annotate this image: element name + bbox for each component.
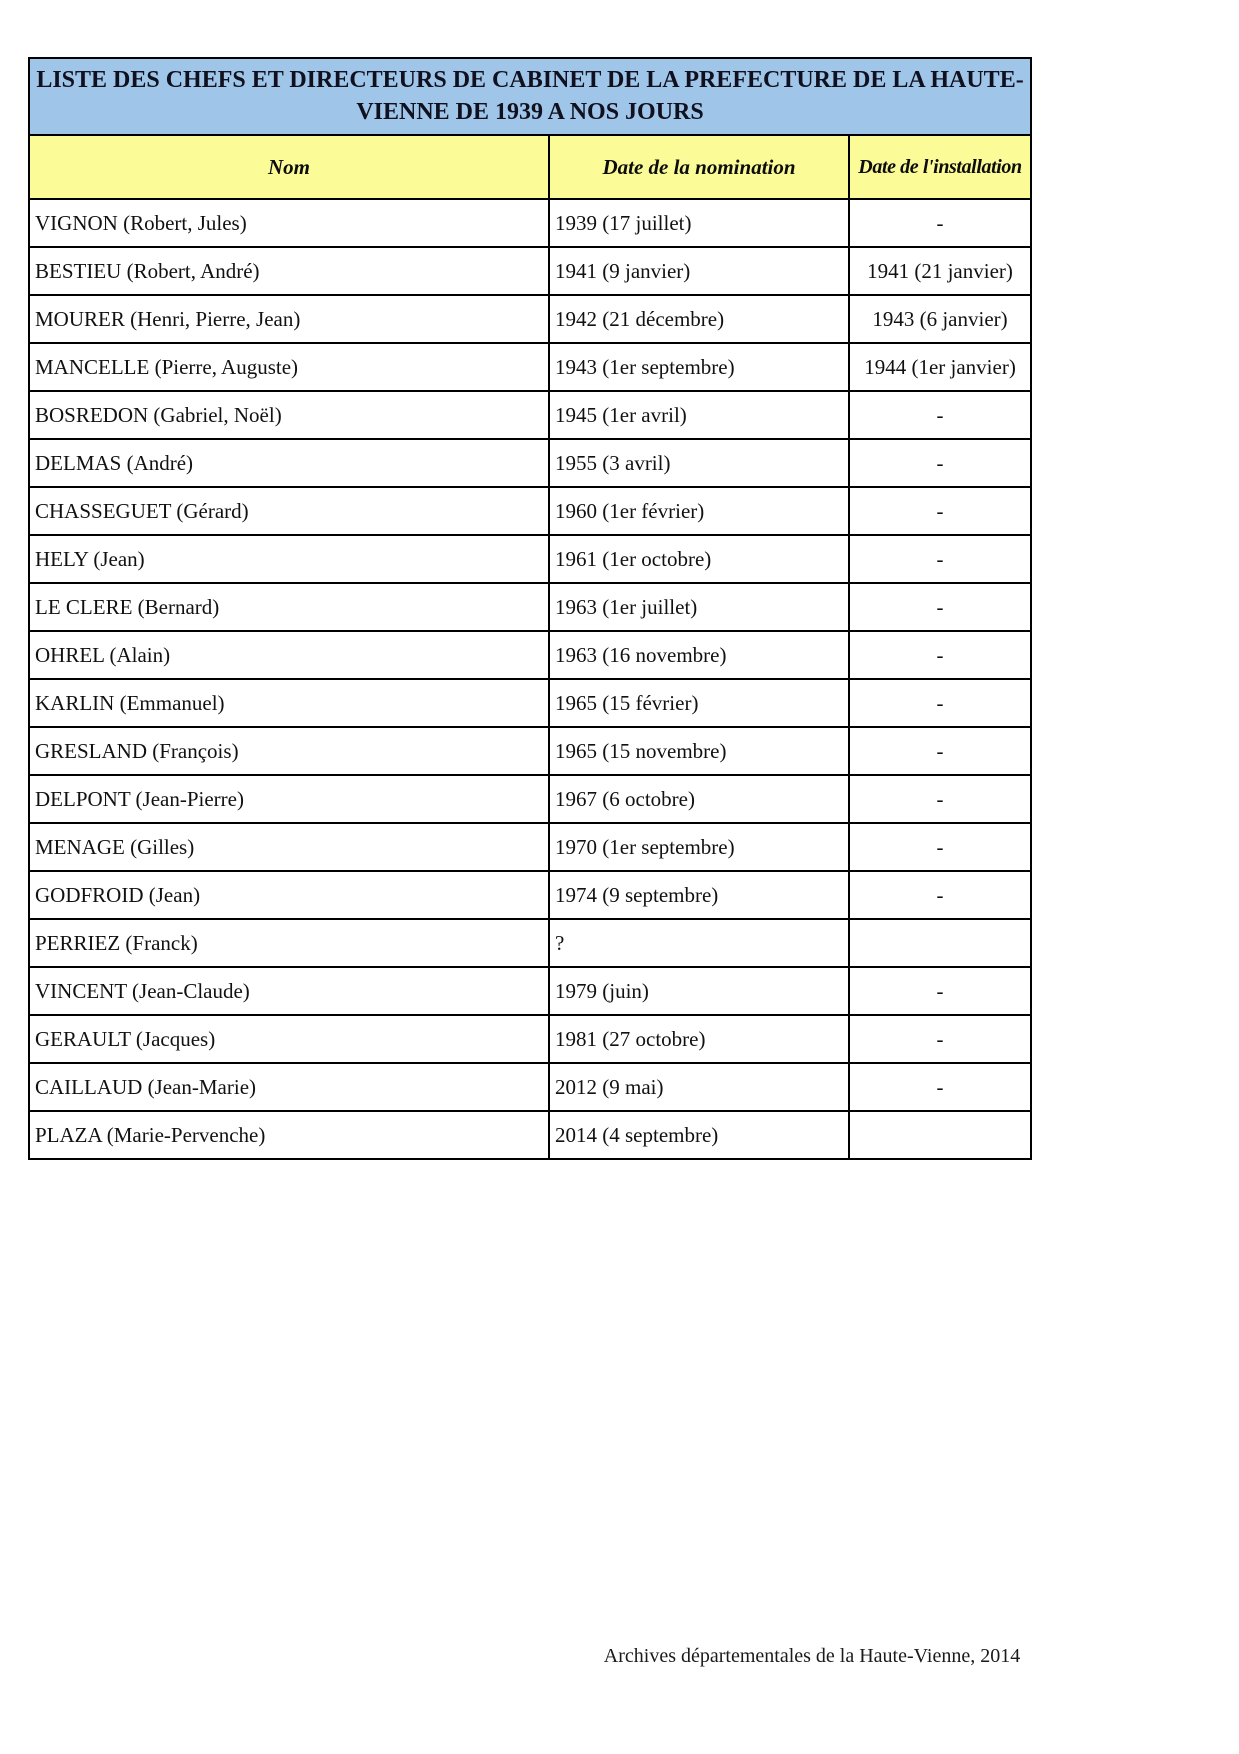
cell-nom: CAILLAUD (Jean-Marie) bbox=[29, 1063, 549, 1111]
cell-installation: - bbox=[849, 1063, 1031, 1111]
cell-nom: MENAGE (Gilles) bbox=[29, 823, 549, 871]
cell-installation: - bbox=[849, 679, 1031, 727]
cell-installation: - bbox=[849, 199, 1031, 247]
cell-nom: BESTIEU (Robert, André) bbox=[29, 247, 549, 295]
cell-nom: PERRIEZ (Franck) bbox=[29, 919, 549, 967]
cell-installation: 1944 (1er janvier) bbox=[849, 343, 1031, 391]
cell-nomination: 1965 (15 février) bbox=[549, 679, 849, 727]
table-row bbox=[29, 487, 1031, 535]
table-row bbox=[29, 871, 1031, 919]
cell-installation: - bbox=[849, 583, 1031, 631]
cell-nom: PLAZA (Marie-Pervenche) bbox=[29, 1111, 549, 1159]
table-title-row bbox=[29, 58, 1031, 135]
table-row bbox=[29, 295, 1031, 343]
cell-installation: - bbox=[849, 631, 1031, 679]
table-row bbox=[29, 199, 1031, 247]
cell-nom: HELY (Jean) bbox=[29, 535, 549, 583]
table-row bbox=[29, 919, 1031, 967]
cell-nomination: 2014 (4 septembre) bbox=[549, 1111, 849, 1159]
cell-nom: KARLIN (Emmanuel) bbox=[29, 679, 549, 727]
column-header-nom: Nom bbox=[29, 135, 549, 199]
column-header-row bbox=[29, 135, 1031, 199]
table-row bbox=[29, 775, 1031, 823]
column-header-installation: Date de l'installation bbox=[849, 135, 1031, 199]
cell-nom: GERAULT (Jacques) bbox=[29, 1015, 549, 1063]
cell-installation bbox=[849, 919, 1031, 967]
cell-nom: VIGNON (Robert, Jules) bbox=[29, 199, 549, 247]
cell-installation: - bbox=[849, 439, 1031, 487]
cell-installation: - bbox=[849, 535, 1031, 583]
cell-nomination: 1965 (15 novembre) bbox=[549, 727, 849, 775]
cell-nomination: 1943 (1er septembre) bbox=[549, 343, 849, 391]
cell-nomination: 1941 (9 janvier) bbox=[549, 247, 849, 295]
table-row bbox=[29, 1063, 1031, 1111]
table-row bbox=[29, 535, 1031, 583]
cell-installation: - bbox=[849, 487, 1031, 535]
cell-installation: - bbox=[849, 1015, 1031, 1063]
cell-nomination: 1963 (16 novembre) bbox=[549, 631, 849, 679]
cell-installation: - bbox=[849, 391, 1031, 439]
cell-nom: GRESLAND (François) bbox=[29, 727, 549, 775]
cell-nom: DELPONT (Jean-Pierre) bbox=[29, 775, 549, 823]
table-row bbox=[29, 439, 1031, 487]
cell-installation: - bbox=[849, 823, 1031, 871]
table-title bbox=[29, 58, 1031, 135]
table-row bbox=[29, 391, 1031, 439]
table-title-line-1: LISTE DES CHEFS ET DIRECTEURS DE CABINET DE LA PREFECTURE DE LA HAUTE- bbox=[36, 67, 1024, 94]
table-row bbox=[29, 1111, 1031, 1159]
cell-nomination: 1974 (9 septembre) bbox=[549, 871, 849, 919]
cell-installation: 1943 (6 janvier) bbox=[849, 295, 1031, 343]
table-row bbox=[29, 1015, 1031, 1063]
cell-nomination: ? bbox=[549, 919, 849, 967]
table-row bbox=[29, 967, 1031, 1015]
cell-nomination: 1961 (1er octobre) bbox=[549, 535, 849, 583]
cell-nomination: 1939 (17 juillet) bbox=[549, 199, 849, 247]
table-row bbox=[29, 823, 1031, 871]
cell-nom: LE CLERE (Bernard) bbox=[29, 583, 549, 631]
cell-installation: - bbox=[849, 727, 1031, 775]
cell-nom: VINCENT (Jean-Claude) bbox=[29, 967, 549, 1015]
cell-nom: CHASSEGUET (Gérard) bbox=[29, 487, 549, 535]
cell-nomination: 1979 (juin) bbox=[549, 967, 849, 1015]
cell-nomination: 2012 (9 mai) bbox=[549, 1063, 849, 1111]
table-title-line-2: VIENNE DE 1939 A NOS JOURS bbox=[356, 98, 704, 125]
cell-nomination: 1970 (1er septembre) bbox=[549, 823, 849, 871]
cell-installation bbox=[849, 1111, 1031, 1159]
cabinet-directors-table bbox=[28, 57, 1032, 1160]
column-header-nomination: Date de la nomination bbox=[549, 135, 849, 199]
cell-installation: - bbox=[849, 871, 1031, 919]
archive-credit: Archives départementales de la Haute-Vienne, 2014 bbox=[603, 1645, 1021, 1667]
table-row bbox=[29, 727, 1031, 775]
table-row bbox=[29, 247, 1031, 295]
cell-nomination: 1967 (6 octobre) bbox=[549, 775, 849, 823]
cell-nom: MANCELLE (Pierre, Auguste) bbox=[29, 343, 549, 391]
cell-nomination: 1955 (3 avril) bbox=[549, 439, 849, 487]
cell-nom: MOURER (Henri, Pierre, Jean) bbox=[29, 295, 549, 343]
cell-nomination: 1963 (1er juillet) bbox=[549, 583, 849, 631]
table-row bbox=[29, 343, 1031, 391]
table-row bbox=[29, 679, 1031, 727]
cell-nomination: 1981 (27 octobre) bbox=[549, 1015, 849, 1063]
cell-nom: GODFROID (Jean) bbox=[29, 871, 549, 919]
cell-nomination: 1945 (1er avril) bbox=[549, 391, 849, 439]
cell-nom: DELMAS (André) bbox=[29, 439, 549, 487]
cell-nomination: 1942 (21 décembre) bbox=[549, 295, 849, 343]
cell-installation: - bbox=[849, 775, 1031, 823]
cell-installation: 1941 (21 janvier) bbox=[849, 247, 1031, 295]
cell-installation: - bbox=[849, 967, 1031, 1015]
table-row bbox=[29, 631, 1031, 679]
cell-nom: OHREL (Alain) bbox=[29, 631, 549, 679]
cell-nomination: 1960 (1er février) bbox=[549, 487, 849, 535]
table-row bbox=[29, 583, 1031, 631]
cell-nom: BOSREDON (Gabriel, Noël) bbox=[29, 391, 549, 439]
